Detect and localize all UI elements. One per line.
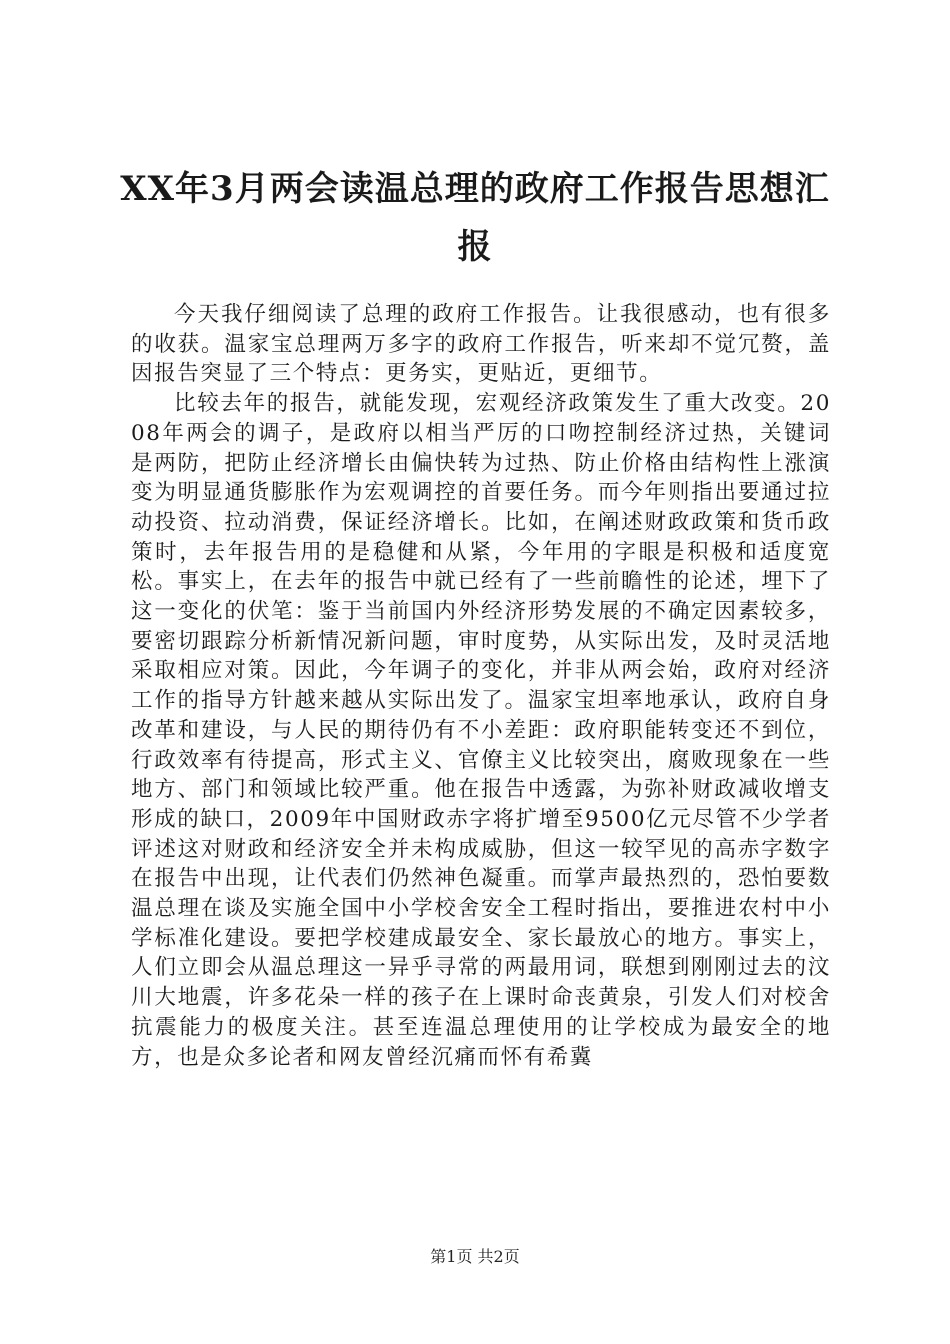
document-body <box>131 300 831 1072</box>
paragraph: 今天我仔细阅读了总理的政府工作报告。让我很感动，也有很多的收获。温家宝总理两万多字的政府工作报告，听来却不觉冗赘，盖因报告突显了三个特点：更务实，更贴近，更细节。 <box>131 302 831 387</box>
page-number: 第1页 共2页 <box>430 1247 520 1266</box>
document-title: XX年3月两会读温总理的政府工作报告思想汇报 <box>120 169 830 267</box>
paragraph: 比较去年的报告，就能发现，宏观经济政策发生了重大改变。2008年两会的调子，是政府以相当严厉的口吻控制经济过热，关键词是两防，把防止经济增长由偏快转为过热、防止价格由结构性上涨演变为明显通货膨胀作为宏观调控的首要任务。而今年则指出要通过拉动投资、拉动消费，保证经济增长。比如，在阐述财政政策和货币政策时，去年报告用的是稳健和从紧，今年用的字眼是积极和适度宽松。事实上，在去年的报告中就已经有了一些前瞻性的论述，埋下了这一变化的伏笔：鉴于当前国内外经济形势发展的不确定因素较多，要密切跟踪分析新情况新问题，审时度势，从实际出发，及时灵活地采取相应对策。因此，今年调子的变化，并非从两会始，政府对经济工作的指导方针越来越从实际出发了。温家宝坦率地承认，政府自身改革和建设，与人民的期待仍有不小差距：政府职能转变还不到位，行政效率有待提高，形式主义、官僚主义比较突出，腐败现象在一些地方、部门和领域比较严重。他在报告中透露，为弥补财政减收增支形成的缺口，2009年中国财政赤字将扩增至9500亿元尽管不少学者评述这对财政和经济安全并未构成威胁，但这一较罕见的高赤字数字在报告中出现，让代表们仍然神色凝重。而掌声最热烈的，恐怕要数温总理在谈及实施全国中小学校舍安全工程时指出，要推进农村中小学标准化建设。要把学校建成最安全、家长最放心的地方。事实上，人们立即会从温总理这一异乎寻常的两最用词，联想到刚刚过去的汶川大地震，许多花朵一样的孩子在上课时命丧黄泉，引发人们对校舍抗震能力的极度关注。甚至连温总理使用的让学校成为最安全的地方，也是众多论者和网友曾经沉痛而怀有希冀 <box>131 391 831 1070</box>
